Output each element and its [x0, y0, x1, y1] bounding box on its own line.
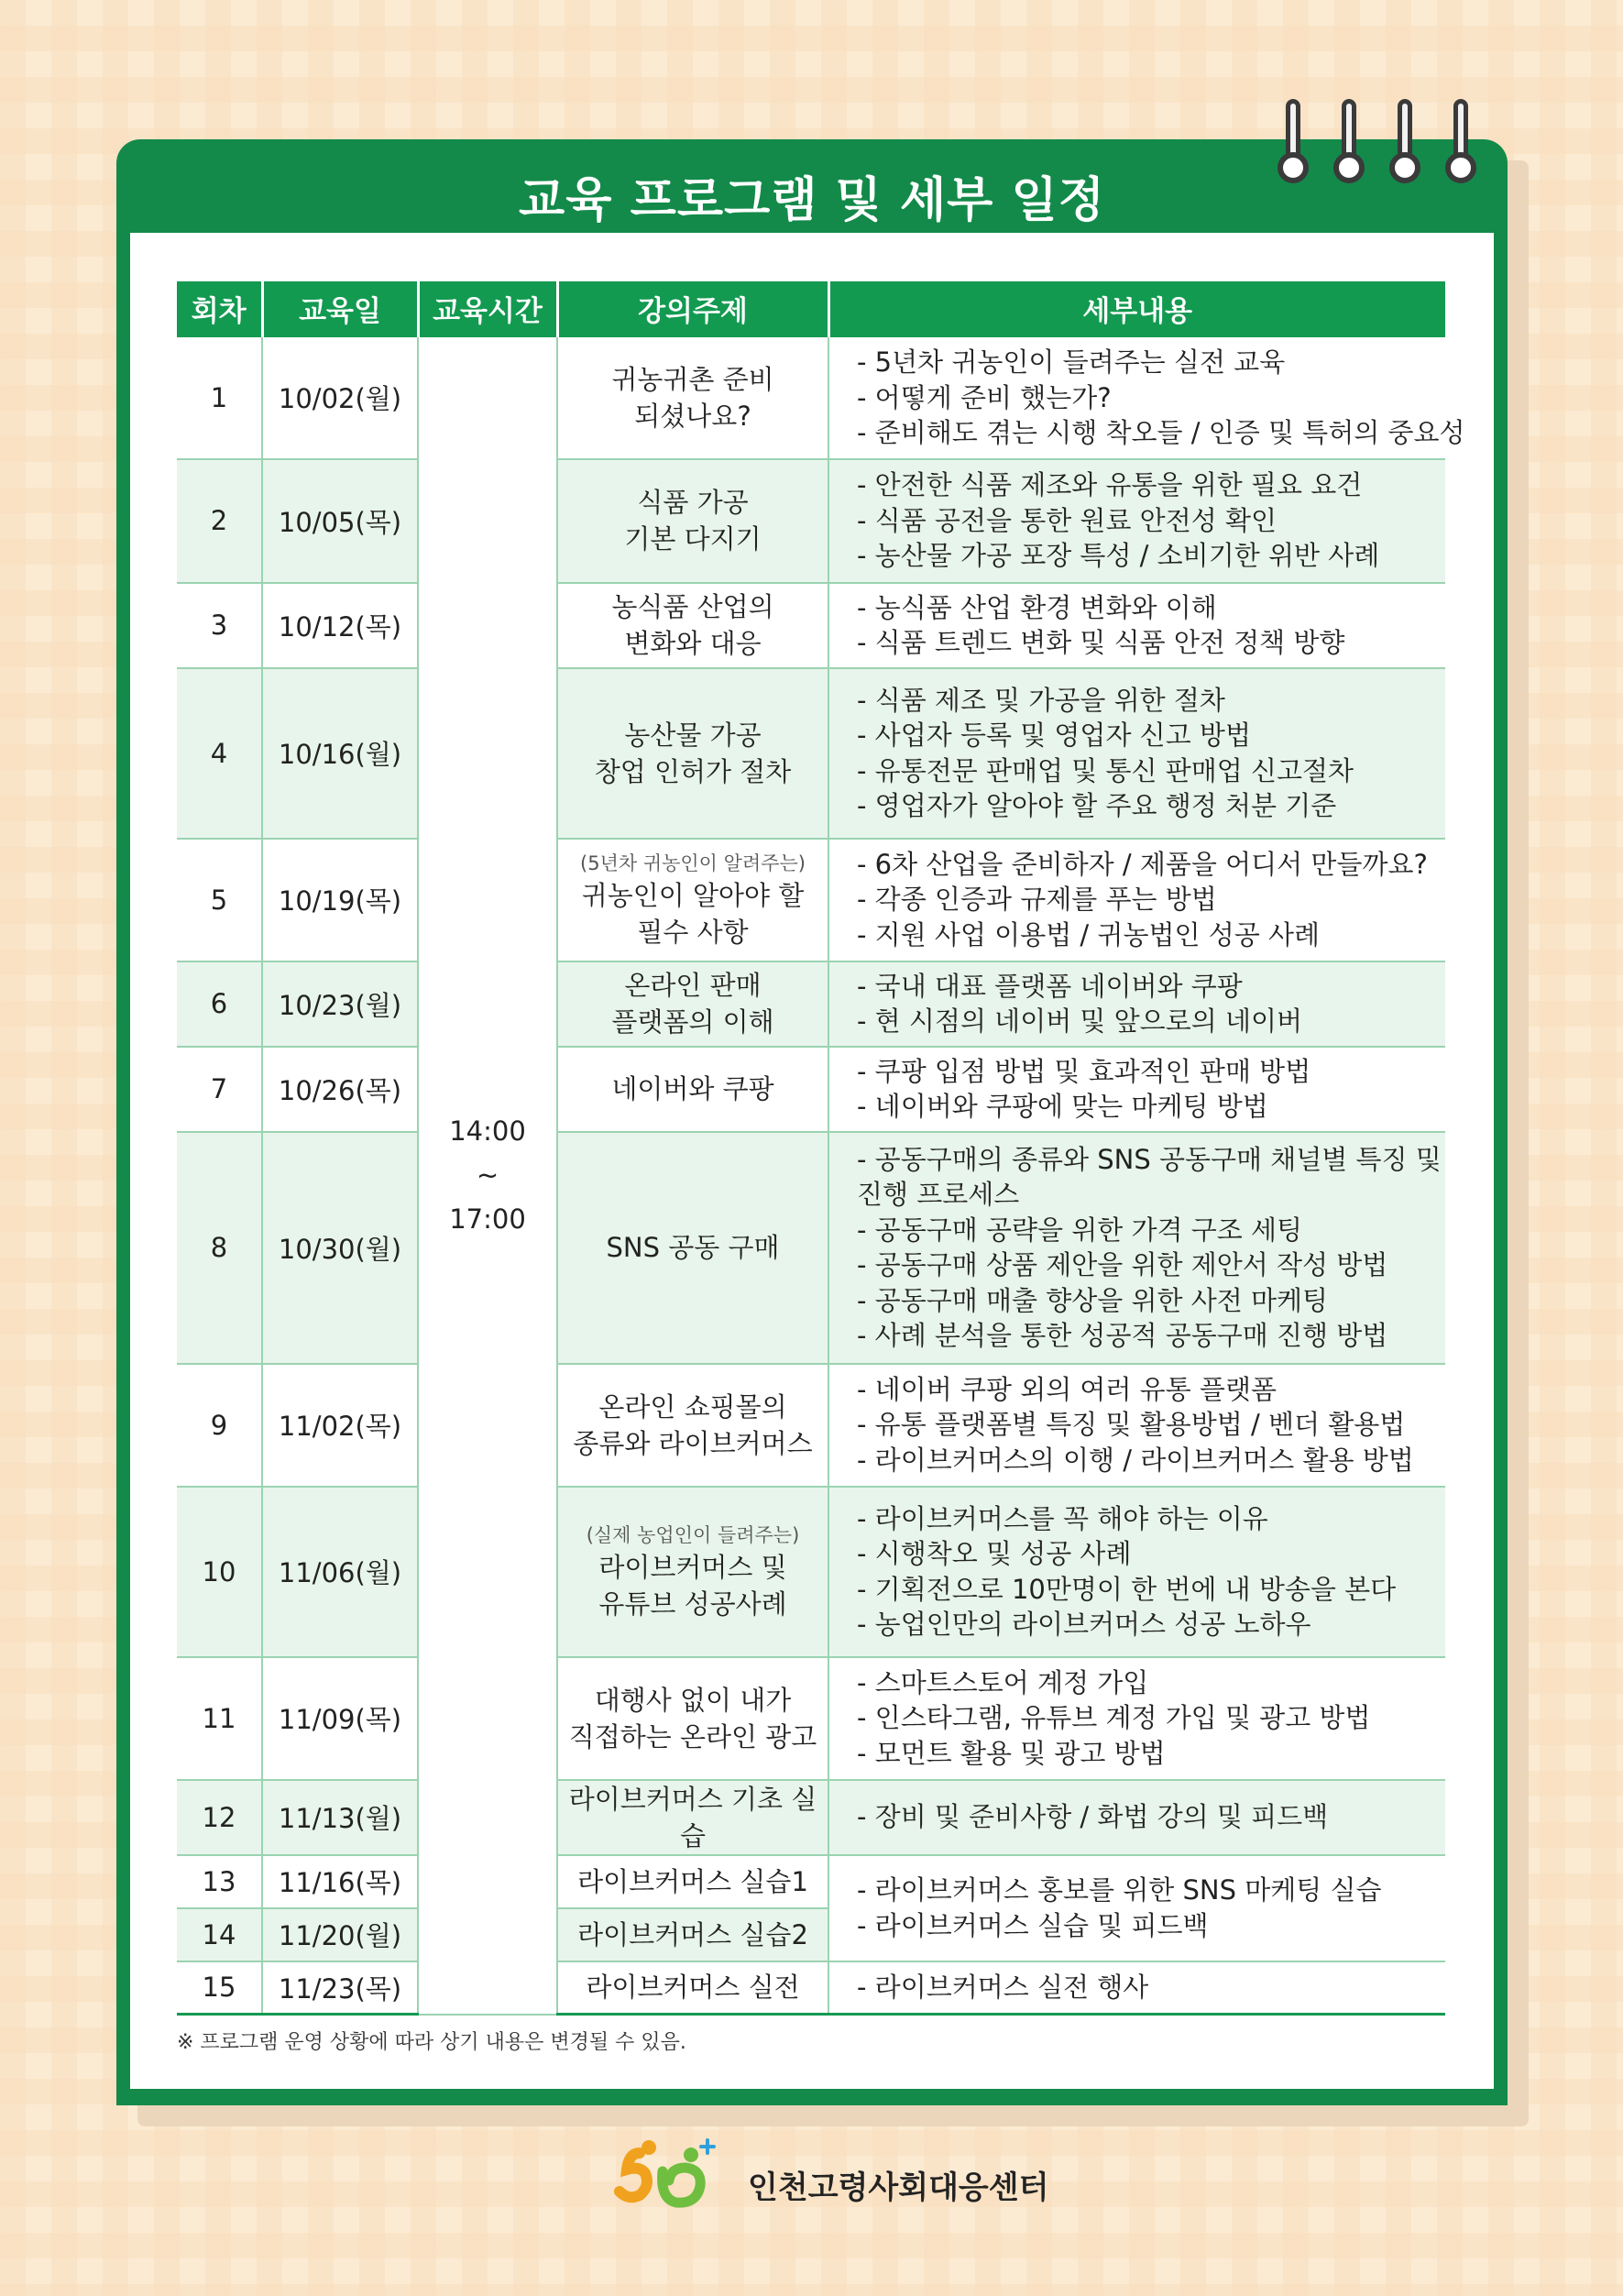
session-details	[828, 1855, 1445, 1961]
table-row	[177, 1780, 1445, 1855]
topic-line: 종류와 라이브커머스	[573, 1427, 813, 1459]
time-line: 14:00	[449, 1115, 526, 1148]
session-date: 11/13(월)	[262, 1780, 418, 1855]
session-topic	[557, 1487, 828, 1657]
round-number: 13	[177, 1855, 262, 1908]
topic-line: 귀농귀촌 준비	[611, 363, 774, 395]
round-number: 3	[177, 583, 262, 668]
table-row	[177, 1657, 1445, 1780]
topic-line: 필수 사항	[637, 916, 749, 948]
page-title: 교육 프로그램 및 세부 일정	[519, 173, 1105, 228]
round-number: 6	[177, 961, 262, 1047]
session-topic	[557, 1657, 828, 1780]
detail-line: - 현 시점의 네이버 및 앞으로의 네이버	[857, 1005, 1302, 1037]
detail-line: - 공동구매 상품 제안을 위한 제안서 작성 방법	[857, 1249, 1388, 1280]
table-row	[177, 1855, 1445, 1908]
detail-line: - 장비 및 준비사항 / 화법 강의 및 피드백	[857, 1801, 1329, 1833]
detail-line: - 라이브커머스를 꼭 해야 하는 이유	[857, 1502, 1268, 1534]
session-details	[828, 1047, 1445, 1132]
table-row	[177, 459, 1445, 583]
table-header-row	[177, 281, 1445, 336]
table-row	[177, 1961, 1445, 2015]
topic-line: 기본 다지기	[624, 523, 762, 555]
detail-line: - 쿠팡 입점 방법 및 효과적인 판매 방법	[857, 1055, 1311, 1087]
detail-line: - 시행착오 및 성공 사례	[857, 1538, 1132, 1569]
session-details	[828, 583, 1445, 668]
detail-line: - 어떻게 준비 했는가?	[857, 381, 1112, 413]
session-details	[828, 459, 1445, 583]
session-details	[828, 1961, 1445, 2015]
detail-line: - 농산물 가공 포장 특성 / 소비기한 위반 사례	[857, 540, 1380, 572]
session-date: 10/30(월)	[262, 1132, 418, 1364]
session-date: 10/02(월)	[262, 336, 418, 459]
topic-line: 온라인 쇼핑몰의	[598, 1390, 787, 1423]
topic-line: 라이브커머스 실전	[586, 1972, 800, 2004]
session-details	[828, 1657, 1445, 1780]
table-row	[177, 583, 1445, 668]
table-row	[177, 1487, 1445, 1657]
round-number: 4	[177, 668, 262, 839]
session-topic	[557, 1908, 828, 1961]
session-topic	[557, 1047, 828, 1132]
detail-line: - 모먼트 활용 및 광고 방법	[857, 1737, 1166, 1769]
round-number: 11	[177, 1657, 262, 1780]
detail-line: - 라이브커머스 실습 및 피드백	[857, 1909, 1209, 1941]
topic-note: (실제 농업인이 들려주는)	[586, 1523, 800, 1546]
topic-line: 농식품 산업의	[611, 591, 774, 622]
topic-line: 플랫폼의 이해	[611, 1006, 774, 1038]
detail-line: - 사례 분석을 통한 성공적 공동구매 진행 방법	[857, 1320, 1388, 1351]
detail-line: - 스마트스토어 계정 가입	[857, 1666, 1149, 1698]
session-topic	[557, 961, 828, 1047]
topic-line: 농산물 가공	[624, 719, 762, 751]
detail-line: - 유통 플랫폼별 특징 및 활용방법 / 벤더 활용법	[857, 1409, 1406, 1441]
detail-line: - 5년차 귀농인이 들려주는 실전 교육	[857, 346, 1286, 378]
topic-line: 되셨나요?	[634, 400, 751, 432]
session-date: 11/06(월)	[262, 1487, 418, 1657]
detail-line: - 각종 인증과 규제를 푸는 방법	[857, 884, 1217, 916]
topic-line: 귀농인이 알아야 할	[581, 879, 805, 911]
round-number: 10	[177, 1487, 262, 1657]
table-row	[177, 1364, 1445, 1487]
session-date: 11/23(목)	[262, 1961, 418, 2015]
session-details	[828, 1364, 1445, 1487]
topic-line: 식품 가공	[637, 487, 749, 518]
topic-line: SNS 공동 구매	[606, 1232, 780, 1263]
table-row	[177, 1047, 1445, 1132]
session-topic	[557, 1364, 828, 1487]
round-number: 5	[177, 839, 262, 961]
header-time: 교육시간	[418, 281, 557, 336]
round-number: 1	[177, 336, 262, 459]
session-topic	[557, 1780, 828, 1855]
detail-line: - 라이브커머스 실전 행사	[857, 1972, 1149, 2003]
session-topic	[557, 668, 828, 839]
session-topic	[557, 1855, 828, 1908]
round-number: 8	[177, 1132, 262, 1364]
detail-line: - 농업인만의 라이브커머스 성공 노하우	[857, 1609, 1311, 1640]
org-name: 인천고령사회대응센터	[748, 2170, 1049, 2206]
round-number: 12	[177, 1780, 262, 1855]
detail-line: - 지원 사업 이용법 / 귀농법인 성공 사례	[857, 918, 1320, 950]
header-details: 세부내용	[828, 281, 1445, 336]
detail-line: - 유통전문 판매업 및 통신 판매업 신고절차	[857, 754, 1354, 786]
detail-line: - 국내 대표 플랫폼 네이버와 쿠팡	[857, 970, 1243, 1002]
detail-line: - 식품 제조 및 가공을 위한 절차	[857, 684, 1225, 716]
binder-ring-icon	[1389, 99, 1420, 183]
session-date: 10/23(월)	[262, 961, 418, 1047]
time-line: ~	[476, 1159, 499, 1192]
detail-line: - 기획전으로 10만명이 한 번에 내 방송을 본다	[857, 1573, 1397, 1605]
header-date: 교육일	[262, 281, 418, 336]
detail-line: - 농식품 산업 환경 변화와 이해	[857, 591, 1217, 623]
session-details	[828, 1487, 1445, 1657]
detail-line: - 라이브커머스 홍보를 위한 SNS 마케팅 실습	[857, 1874, 1382, 1906]
detail-line: - 네이버와 쿠팡에 맞는 마케팅 방법	[857, 1091, 1268, 1122]
round-number: 14	[177, 1908, 262, 1961]
binder-ring-icon	[1445, 99, 1476, 183]
session-details	[828, 1780, 1445, 1855]
topic-line: 라이브커머스 실습1	[577, 1865, 808, 1897]
detail-line: - 6차 산업을 준비하자 / 제품을 어디서 만들까요?	[857, 848, 1428, 880]
session-date: 10/12(목)	[262, 583, 418, 668]
detail-line: - 라이브커머스의 이행 / 라이브커머스 활용 방법	[857, 1444, 1414, 1476]
topic-line: 직접하는 온라인 광고	[568, 1720, 817, 1752]
topic-line: 라이브커머스 및	[598, 1551, 787, 1583]
session-date: 11/16(목)	[262, 1855, 418, 1908]
table-row	[177, 839, 1445, 961]
topic-note: (5년차 귀농인이 알려주는)	[580, 851, 806, 874]
topic-line: 유튜브 성공사례	[598, 1587, 787, 1620]
detail-line: - 식품 트렌드 변화 및 식품 안전 정책 방향	[857, 627, 1345, 658]
session-topic	[557, 459, 828, 583]
schedule-table	[177, 281, 1465, 2016]
topic-line: 라이브커머스 기초 실습	[568, 1783, 817, 1851]
detail-line: - 네이버 쿠팡 외의 여러 유통 플랫폼	[857, 1373, 1277, 1405]
session-details	[828, 1132, 1445, 1364]
session-details	[828, 336, 1465, 459]
session-details	[828, 839, 1445, 961]
round-number: 7	[177, 1047, 262, 1132]
session-date: 10/26(목)	[262, 1047, 418, 1132]
table-row	[177, 336, 1445, 459]
round-number: 2	[177, 459, 262, 583]
session-topic	[557, 839, 828, 961]
detail-line: - 안전한 식품 제조와 유통을 위한 필요 요건	[857, 469, 1363, 501]
topic-line: 대행사 없이 내가	[594, 1684, 792, 1716]
session-date: 10/05(목)	[262, 459, 418, 583]
session-details	[828, 961, 1445, 1047]
session-date: 10/19(목)	[262, 839, 418, 961]
session-topic	[557, 1132, 828, 1364]
detail-line: 진행 프로세스	[857, 1179, 1020, 1210]
session-date: 11/09(목)	[262, 1657, 418, 1780]
topic-line: 네이버와 쿠팡	[611, 1073, 774, 1104]
binder-ring-icon	[1333, 99, 1365, 183]
detail-line: - 영업자가 알아야 할 주요 행정 처분 기준	[857, 790, 1337, 821]
header-topic: 강의주제	[557, 281, 828, 336]
detail-line: - 인스타그램, 유튜브 계정 가입 및 광고 방법	[857, 1702, 1371, 1734]
detail-line: - 공동구매 매출 향상을 위한 사전 마케팅	[857, 1284, 1328, 1316]
round-number: 15	[177, 1961, 262, 2015]
detail-line: - 공동구매의 종류와 SNS 공동구매 채널별 특징 및	[857, 1143, 1442, 1175]
session-topic	[557, 336, 828, 459]
header-round: 회차	[177, 281, 262, 336]
session-date: 11/20(월)	[262, 1908, 418, 1961]
topic-line: 라이브커머스 실습2	[577, 1918, 808, 1950]
topic-line: 온라인 판매	[624, 970, 762, 1001]
session-date: 10/16(월)	[262, 668, 418, 839]
detail-line: - 사업자 등록 및 영업자 신고 방법	[857, 720, 1251, 751]
topic-line: 창업 인허가 절차	[594, 755, 792, 787]
topic-line: 변화와 대응	[624, 628, 762, 659]
session-topic	[557, 1961, 828, 2015]
round-number: 9	[177, 1364, 262, 1487]
session-topic	[557, 583, 828, 668]
session-details	[828, 668, 1445, 839]
footer-logo	[612, 2135, 1052, 2226]
binder-ring-icon	[1278, 99, 1309, 183]
detail-line: - 준비해도 겪는 시행 착오들 / 인증 및 특허의 중요성	[857, 417, 1465, 448]
table-row	[177, 1132, 1445, 1364]
org-logo-icon	[612, 2135, 731, 2226]
session-date: 11/02(목)	[262, 1364, 418, 1487]
footnote: ※ 프로그램 운영 상황에 따라 상기 내용은 변경될 수 있음.	[177, 2031, 686, 2054]
session-time	[418, 336, 557, 2015]
table-row	[177, 961, 1445, 1047]
table-row	[177, 668, 1445, 839]
detail-line: - 공동구매 공략을 위한 가격 구조 세팅	[857, 1214, 1302, 1246]
time-line: 17:00	[449, 1203, 526, 1236]
detail-line: - 식품 공전을 통한 원료 안전성 확인	[857, 504, 1277, 536]
